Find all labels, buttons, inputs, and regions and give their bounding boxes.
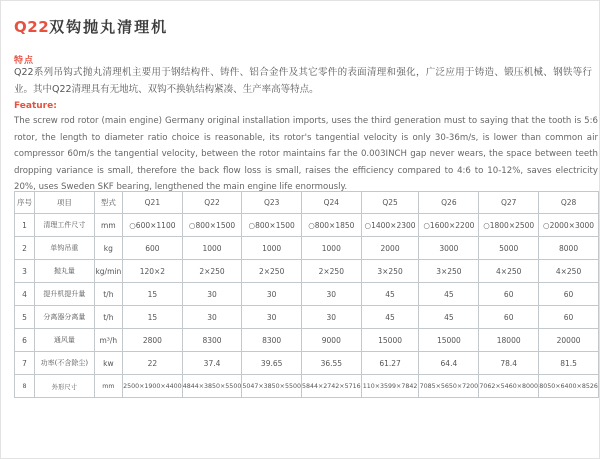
value-cell: ○800×1500 <box>242 214 302 237</box>
page-title <box>14 16 168 37</box>
value-cell: 60 <box>539 306 599 329</box>
item-name-cell: 通风量 <box>35 329 95 352</box>
value-cell: 4×250 <box>479 260 539 283</box>
value-cell: 5047×3850×5500 <box>242 375 302 398</box>
row-number-cell: 1 <box>15 214 35 237</box>
value-cell: ○2000×3000 <box>539 214 599 237</box>
value-cell: ○1800×2500 <box>479 214 539 237</box>
value-cell: 1000 <box>242 237 302 260</box>
item-name-cell: 单钩吊重 <box>35 237 95 260</box>
value-cell: 2×250 <box>301 260 361 283</box>
value-cell: 5844×2742×5716 <box>301 375 361 398</box>
value-cell: 2800 <box>123 329 183 352</box>
product-name: 双钩抛丸清理机 <box>49 18 169 36</box>
unit-cell: t/h <box>94 306 122 329</box>
item-name-cell: 清理工件尺寸 <box>35 214 95 237</box>
value-cell: 61.27 <box>361 352 419 375</box>
value-cell: 5000 <box>479 237 539 260</box>
row-number-cell: 7 <box>15 352 35 375</box>
value-cell: 45 <box>361 306 419 329</box>
value-cell: 7085×5650×7200 <box>419 375 479 398</box>
spec-table <box>14 191 599 398</box>
features-cn-paragraph: Q22系列吊钩式抛丸清理机主要用于钢结构件、铸件、铝合金件及其它零件的表面清理和强化，广泛应用于铸造、锻压机械、钢铁等行业。其中Q22清理具有无地坑、双钩不换轨结构紧凑、生产率高等特点。 <box>14 67 592 95</box>
value-cell: 2500×1900×4400 <box>123 375 183 398</box>
value-cell: 30 <box>182 283 242 306</box>
spec-table-body <box>15 214 599 398</box>
value-cell: 45 <box>419 283 479 306</box>
table-row <box>15 237 599 260</box>
value-cell: ○1600×2200 <box>419 214 479 237</box>
table-row <box>15 352 599 375</box>
value-cell: 45 <box>361 283 419 306</box>
unit-cell: kg/min <box>94 260 122 283</box>
item-name-cell: 抛丸量 <box>35 260 95 283</box>
value-cell: 9000 <box>301 329 361 352</box>
value-cell: ○600×1100 <box>123 214 183 237</box>
unit-cell: mm <box>94 375 122 398</box>
column-header: Q26 <box>419 192 479 214</box>
value-cell: 64.4 <box>419 352 479 375</box>
value-cell: 15 <box>123 283 183 306</box>
value-cell: 2000 <box>361 237 419 260</box>
unit-cell: mm <box>94 214 122 237</box>
column-header: Q27 <box>479 192 539 214</box>
header-row <box>15 192 599 214</box>
features-en-paragraph: The screw rod rotor (main engine) Germany original installation imports, uses the third generation must to saying that the tooth is 5:6 rotor, the length to diameter ratio choice is reasonable, its rotor's tangential velocity is only 30-36m/s, is lower than common air compressor 60m/s the tangential velocity, between the rotor maintains far the 0.003INCH gap never wears, the space between teeth dropping variance is small, therefore the back flow loss is small, raises the efficiency compared to 4:6 to 10-12%, saves electricity 20%, uses Sweden SKF bearing, lengthened the main engine life enormously. <box>14 116 598 192</box>
item-name-cell: 分离器分离量 <box>35 306 95 329</box>
row-number-cell: 2 <box>15 237 35 260</box>
value-cell: 3×250 <box>419 260 479 283</box>
column-header: 序号 <box>15 192 35 214</box>
table-row <box>15 306 599 329</box>
value-cell: 4×250 <box>539 260 599 283</box>
spec-table-head <box>15 192 599 214</box>
value-cell: 1000 <box>301 237 361 260</box>
value-cell: 8300 <box>182 329 242 352</box>
value-cell: 81.5 <box>539 352 599 375</box>
value-cell: 110×3599×7842 <box>361 375 419 398</box>
unit-cell: t/h <box>94 283 122 306</box>
column-header: 型式 <box>94 192 122 214</box>
value-cell: 20000 <box>539 329 599 352</box>
column-header: Q25 <box>361 192 419 214</box>
column-header: Q22 <box>182 192 242 214</box>
unit-cell: m³/h <box>94 329 122 352</box>
value-cell: 1000 <box>182 237 242 260</box>
value-cell: ○800×1850 <box>301 214 361 237</box>
value-cell: 78.4 <box>479 352 539 375</box>
product-model-code: Q22 <box>14 18 50 36</box>
value-cell: 30 <box>301 306 361 329</box>
unit-cell: kw <box>94 352 122 375</box>
column-header: 项目 <box>35 192 95 214</box>
row-number-cell: 5 <box>15 306 35 329</box>
row-number-cell: 6 <box>15 329 35 352</box>
features-cn-heading: 特点 <box>14 56 35 66</box>
value-cell: 60 <box>539 283 599 306</box>
value-cell: 39.65 <box>242 352 302 375</box>
value-cell: 37.4 <box>182 352 242 375</box>
table-row <box>15 214 599 237</box>
value-cell: 60 <box>479 306 539 329</box>
value-cell: 30 <box>242 306 302 329</box>
column-header: Q24 <box>301 192 361 214</box>
value-cell: 600 <box>123 237 183 260</box>
value-cell: 4844×3850×5500 <box>182 375 242 398</box>
value-cell: 2×250 <box>242 260 302 283</box>
item-name-cell: 功率(不含除尘) <box>35 352 95 375</box>
value-cell: 36.55 <box>301 352 361 375</box>
value-cell: 8050×6400×8526 <box>539 375 599 398</box>
column-header: Q23 <box>242 192 302 214</box>
value-cell: 30 <box>242 283 302 306</box>
value-cell: 45 <box>419 306 479 329</box>
value-cell: 15 <box>123 306 183 329</box>
item-name-cell: 提升机提升量 <box>35 283 95 306</box>
row-number-cell: 3 <box>15 260 35 283</box>
item-name-cell: 外形尺寸 <box>35 375 95 398</box>
value-cell: 8300 <box>242 329 302 352</box>
table-row <box>15 260 599 283</box>
column-header: Q21 <box>123 192 183 214</box>
value-cell: 18000 <box>479 329 539 352</box>
unit-cell: kg <box>94 237 122 260</box>
value-cell: 3×250 <box>361 260 419 283</box>
value-cell: 2×250 <box>182 260 242 283</box>
value-cell: 120×2 <box>123 260 183 283</box>
value-cell: 60 <box>479 283 539 306</box>
value-cell: 3000 <box>419 237 479 260</box>
value-cell: 8000 <box>539 237 599 260</box>
value-cell: 30 <box>182 306 242 329</box>
row-number-cell: 8 <box>15 375 35 398</box>
features-en-heading: Feature: <box>14 101 57 111</box>
value-cell: ○800×1500 <box>182 214 242 237</box>
value-cell: 22 <box>123 352 183 375</box>
table-row <box>15 283 599 306</box>
value-cell: ○1400×2300 <box>361 214 419 237</box>
value-cell: 30 <box>301 283 361 306</box>
value-cell: 15000 <box>361 329 419 352</box>
value-cell: 15000 <box>419 329 479 352</box>
table-row <box>15 375 599 398</box>
table-row <box>15 329 599 352</box>
column-header: Q28 <box>539 192 599 214</box>
row-number-cell: 4 <box>15 283 35 306</box>
value-cell: 7062×5460×8000 <box>479 375 539 398</box>
